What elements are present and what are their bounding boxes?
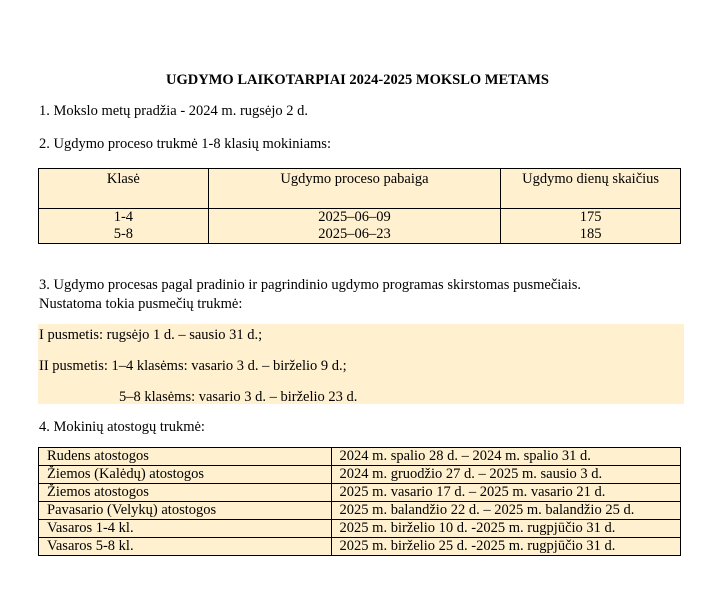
document-title: UGDYMO LAIKOTARPIAI 2024-2025 MOKSLO METAMS <box>166 72 549 88</box>
class-value: 1-4 <box>113 209 134 225</box>
table-row <box>39 538 681 556</box>
table-header-row <box>39 169 681 209</box>
table-row <box>39 448 681 466</box>
holiday-name: Pavasario (Velykų) atostogos <box>39 502 332 520</box>
holiday-dates: 2025 m. birželio 10 d. -2025 m. rugpjūčio 31 d. <box>331 520 680 538</box>
day-count-value: 185 <box>579 226 602 242</box>
semester-second: II pusmetis: 1–4 klasėms: vasario 3 d. – birželio 9 d.; <box>39 358 347 374</box>
item-school-year-start: 1. Mokslo metų pradžia - 2024 m. rugsėjo 2 d. <box>39 103 309 119</box>
day-count-cell <box>501 209 681 244</box>
class-duration-table <box>38 168 681 244</box>
semester-second-grades-5-8: 5–8 klasėms: vasario 3 d. – birželio 23 d. <box>119 389 358 405</box>
table-row <box>39 520 681 538</box>
end-date-value: 2025–06–23 <box>318 226 391 242</box>
table-row <box>39 484 681 502</box>
holiday-dates: 2024 m. gruodžio 27 d. – 2025 m. sausio 3 d. <box>331 466 680 484</box>
end-date-cell <box>208 209 501 244</box>
holiday-dates: 2025 m. balandžio 22 d. – 2025 m. balandžio 25 d. <box>331 502 680 520</box>
header-class: Klasė <box>39 169 209 209</box>
holiday-name: Vasaros 5-8 kl. <box>39 538 332 556</box>
header-day-count: Ugdymo dienų skaičius <box>501 169 681 209</box>
item-semesters-line1: 3. Ugdymo procesas pagal pradinio ir pagrindinio ugdymo programas skirstomas pusmečiais. <box>39 277 582 293</box>
semester-first: I pusmetis: rugsėjo 1 d. – sausio 31 d.; <box>39 327 263 343</box>
item-process-duration: 2. Ugdymo proceso trukmė 1-8 klasių mokiniams: <box>39 136 331 152</box>
table-row <box>39 502 681 520</box>
table-row <box>39 209 681 244</box>
holiday-dates: 2024 m. spalio 28 d. – 2024 m. spalio 31 d. <box>331 448 680 466</box>
holiday-name: Rudens atostogos <box>39 448 332 466</box>
item-semesters-line2: Nustatoma tokia pusmečių trukmė: <box>39 296 243 312</box>
end-date-value: 2025–06–09 <box>318 209 391 225</box>
header-process-end: Ugdymo proceso pabaiga <box>208 169 501 209</box>
holidays-table <box>38 447 681 556</box>
class-cell <box>39 209 209 244</box>
class-value: 5-8 <box>113 226 134 242</box>
holiday-dates: 2025 m. vasario 17 d. – 2025 m. vasario 21 d. <box>331 484 680 502</box>
holiday-name: Vasaros 1-4 kl. <box>39 520 332 538</box>
holiday-name: Žiemos atostogos <box>39 484 332 502</box>
item-holidays: 4. Mokinių atostogų trukmė: <box>39 419 205 435</box>
table-row <box>39 466 681 484</box>
holiday-name: Žiemos (Kalėdų) atostogos <box>39 466 332 484</box>
day-count-value: 175 <box>579 209 602 225</box>
holiday-dates: 2025 m. birželio 25 d. -2025 m. rugpjūčio 31 d. <box>331 538 680 556</box>
